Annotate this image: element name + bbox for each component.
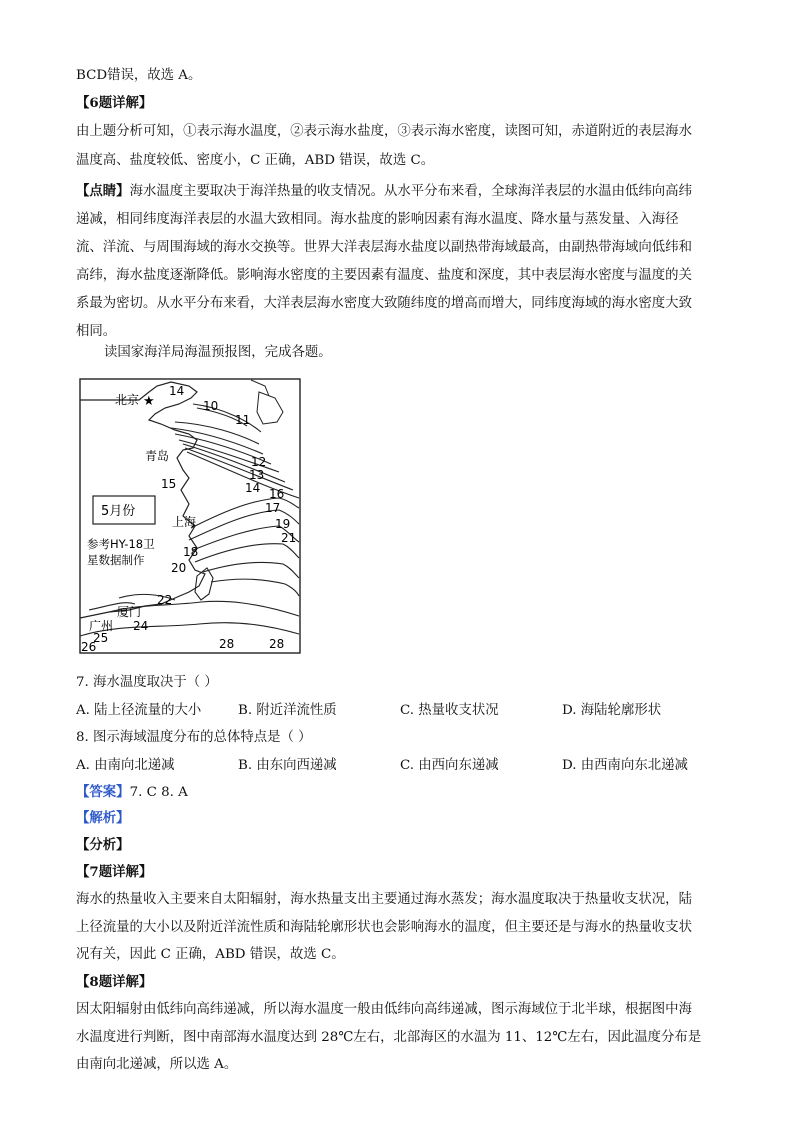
text-line: 相同。: [76, 324, 117, 339]
map-intro: 读国家海洋局海温预报图，完成各题。: [104, 345, 332, 360]
month-label: 5月份: [101, 504, 136, 519]
option-b: B. 由东向西递减: [238, 758, 337, 773]
text-line: 由上题分析可知，①表示海水温度，②表示海水盐度，③表示海水密度，读图可知，赤道附近的表层海水: [76, 124, 692, 139]
isotherm-label: 17: [265, 501, 281, 515]
option-b: B. 附近洋流性质: [238, 703, 337, 718]
text-line: 由南向北递减，所以选 A。: [76, 1057, 238, 1072]
sea-temperature-map: [79, 378, 301, 654]
option-d: D. 海陆轮廓形状: [562, 703, 662, 718]
option-d: D. 由西南向东北递减: [562, 758, 688, 773]
text-line: 海水的热量收入主要来自太阳辐射，海水热量支出主要通过海水蒸发；海水温度取决于热量收支状况，陆: [76, 892, 692, 907]
answer-line: [76, 782, 188, 803]
fenxi-label: 【分析】: [76, 837, 130, 853]
question-8-options: [76, 756, 726, 776]
q8-detail-header: 【8题详解】: [76, 974, 153, 990]
city-label-xiamen: 厦门: [117, 605, 142, 619]
isotherm-label: 16: [269, 487, 285, 501]
question-7-options: [76, 701, 726, 721]
map-figure: [79, 378, 301, 654]
q7-detail-header: 【7题详解】: [76, 864, 153, 880]
isotherm-label: 12: [251, 455, 267, 469]
analysis-label: 【解析】: [76, 810, 130, 826]
answer-label: 【答案】: [76, 784, 130, 800]
text-line: 水温度进行判断，图中南部海水温度达到 28℃左右，北部海区的水温为 11、12℃左右，因此温度分布是: [76, 1030, 702, 1045]
isotherm-label: 14: [169, 384, 185, 398]
tip-label: 【点睛】: [76, 183, 130, 199]
option-c: C. 由西向东递减: [400, 758, 499, 773]
city-label-shanghai: 上海: [172, 515, 197, 529]
isotherm-label: 26: [81, 640, 97, 654]
text-line: 况有关，因此 C 正确，ABD 错误，故选 C。: [76, 947, 345, 962]
text-line: 递减，相同纬度海洋表层的水温大致相同。海水盐度的影响因素有海水温度、降水量与蒸发量、入海径: [76, 212, 679, 227]
isotherm-label: 28: [219, 637, 235, 651]
text-line: 上径流量的大小以及附近洋流性质和海陆轮廓形状也会影响海水的温度，但主要还是与海水的热量收支状: [76, 920, 692, 935]
text-line: BCD错误，故选 A。: [76, 68, 202, 83]
isotherm-label: 10: [203, 399, 219, 413]
tip-text: 海水温度主要取决于海洋热量的收支情况。从水平分布来看，全球海洋表层的水温由低纬向高纬: [129, 184, 692, 199]
tip-paragraph-line: [76, 181, 692, 202]
city-label-guangzhou: 广州: [89, 619, 114, 633]
source-line1: 参考HY-18卫: [87, 537, 155, 551]
option-a: A. 陆上径流量的大小: [76, 703, 202, 718]
text-line: 温度高、盐度较低、密度小，C 正确，ABD 错误，故选 C。: [76, 153, 435, 168]
q6-detail-header: 【6题详解】: [76, 95, 153, 111]
isotherm-label: 22: [157, 593, 173, 607]
isotherm-label: 15: [161, 477, 177, 491]
answer-text: 7. C 8. A: [129, 785, 188, 800]
question-8: 8. 图示海域温度分布的总体特点是（ ）: [76, 730, 312, 745]
option-a: A. 由南向北递减: [76, 758, 175, 773]
isotherm-label: 20: [171, 561, 187, 575]
text-line: 流、洋流、与周围海域的海水交换等。世界大洋表层海水盐度以副热带海域最高，由副热带海域向低纬和: [76, 240, 692, 255]
isotherm-label: 14: [245, 481, 261, 495]
isotherm-label: 24: [133, 619, 149, 633]
isotherm-label: 11: [235, 413, 251, 427]
text-line: 高纬，海水盐度逐渐降低。影响海水密度的主要因素有温度、盐度和深度，其中表层海水密度与温度的关: [76, 268, 692, 283]
isotherm-label: 18: [183, 545, 199, 559]
city-label-qingdao: 青岛: [145, 449, 170, 463]
question-7: 7. 海水温度取决于（ ）: [76, 675, 218, 690]
text-line: 系最为密切。从水平分布来看，大洋表层海水密度大致随纬度的增高而增大，同纬度海域的海水密度大致: [76, 296, 692, 311]
source-line2: 星数据制作: [87, 553, 145, 567]
isotherm-label: 25: [93, 631, 109, 645]
isotherm-label: 19: [275, 517, 291, 531]
isotherm-label: 21: [281, 531, 297, 545]
text-line: 因太阳辐射由低纬向高纬递减，所以海水温度一般由低纬向高纬递减，图示海域位于北半球，根据图中海: [76, 1002, 692, 1017]
option-c: C. 热量收支状况: [400, 703, 499, 718]
star-icon: ★: [143, 394, 155, 409]
isotherm-label: 28: [269, 637, 285, 651]
isotherm-label: 13: [249, 468, 265, 482]
city-label-beijing: 北京: [115, 393, 140, 407]
